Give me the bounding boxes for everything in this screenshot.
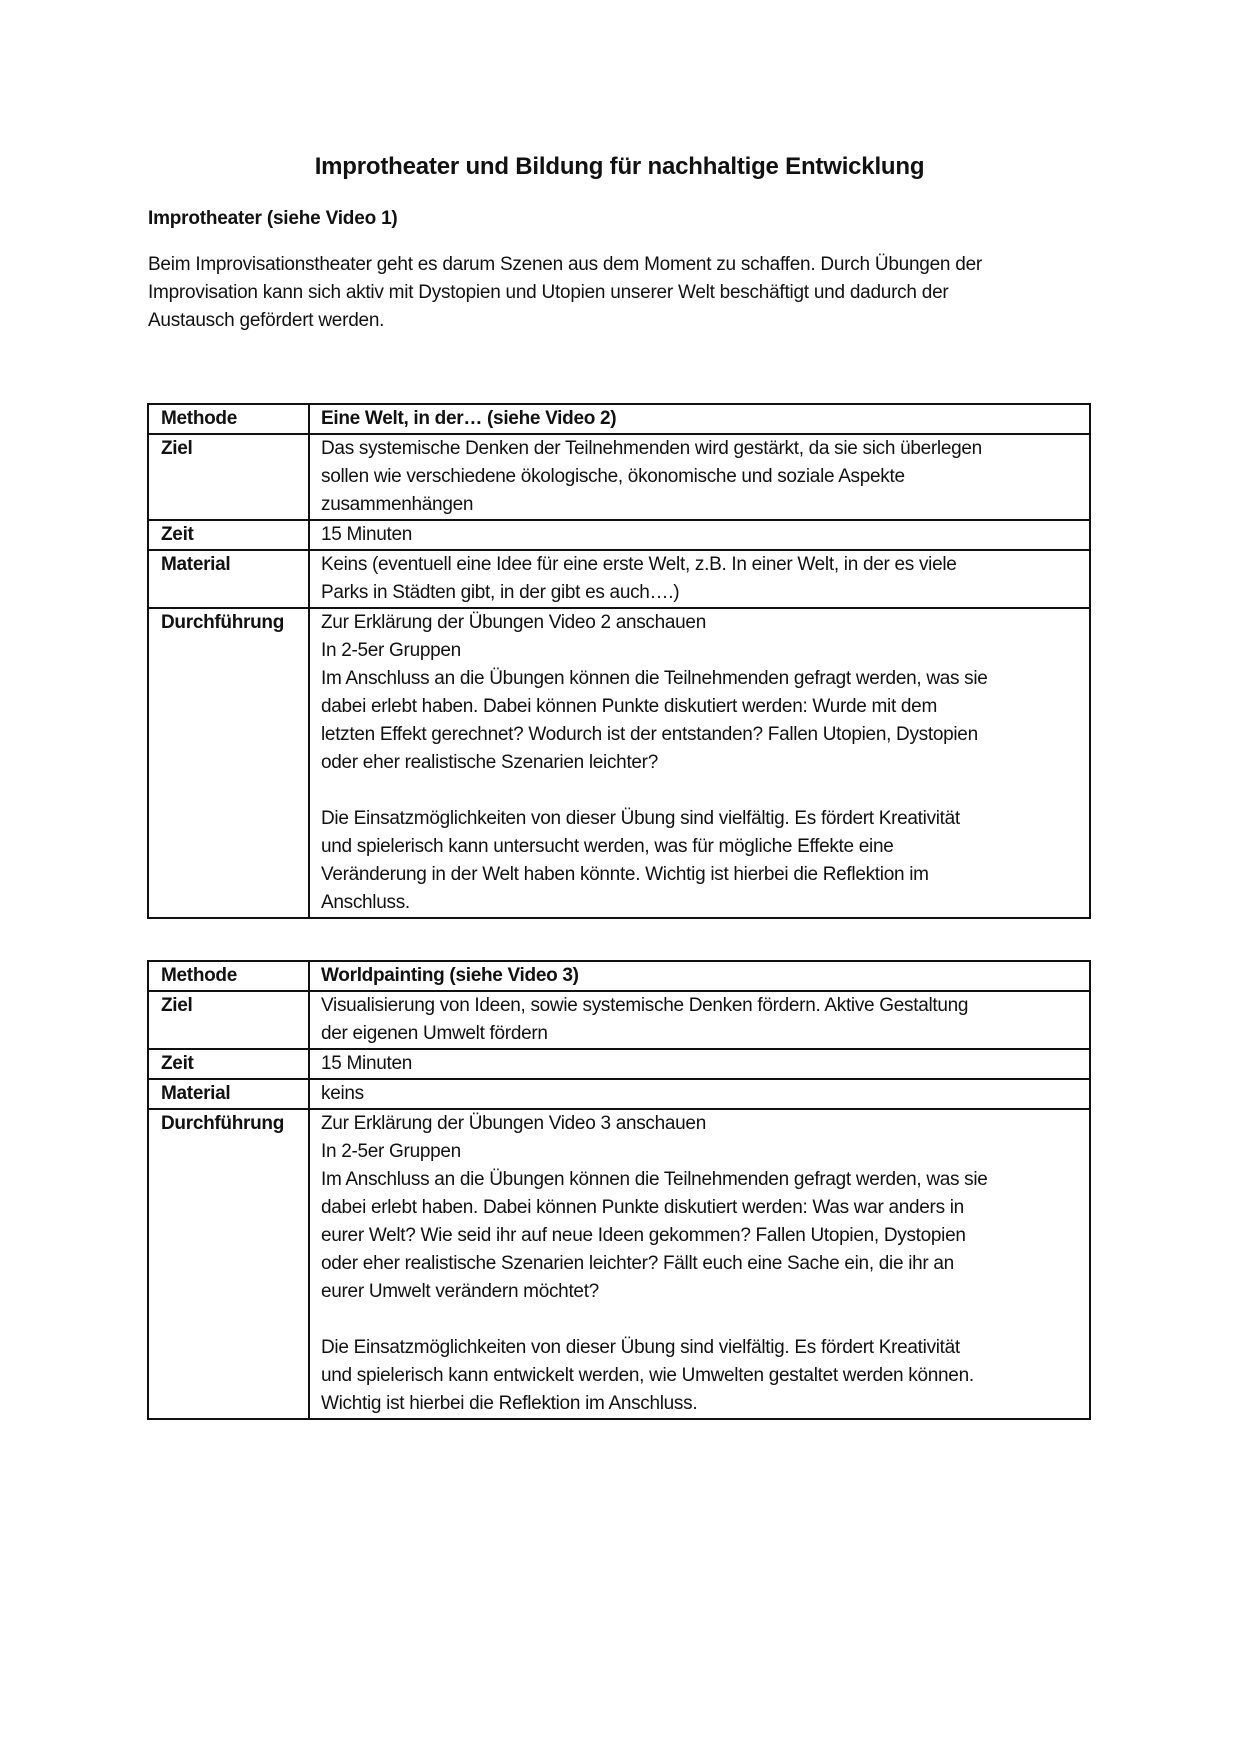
intro-paragraph <box>148 251 1108 335</box>
row-label: Zeit <box>149 521 310 549</box>
row-label: Material <box>149 551 310 607</box>
value-line: Eine Welt, in der… (siehe Video 2) <box>321 408 617 429</box>
row-value <box>310 551 1089 607</box>
table-row-zeit <box>149 1048 1089 1078</box>
row-value <box>310 1080 1089 1108</box>
value-line: 15 Minuten <box>321 1053 413 1074</box>
intro-line: Austausch gefördert werden. <box>148 310 385 331</box>
table-row-material <box>149 1078 1089 1108</box>
value-line: In 2-5er Gruppen <box>321 1141 461 1162</box>
value-line: Zur Erklärung der Übungen Video 2 anschauen <box>321 612 706 633</box>
intro-line: Beim Improvisationstheater geht es darum Szenen aus dem Moment zu schaffen. Durch Übungen der <box>148 254 982 275</box>
row-label: Methode <box>149 405 310 433</box>
intro-line: Improvisation kann sich aktiv mit Dystopien und Utopien unserer Welt beschäftigt und dadurch der <box>148 282 949 303</box>
value-line: 15 Minuten <box>321 524 413 545</box>
value-line: Anschluss. <box>321 892 410 913</box>
section-heading: Improtheater (siehe Video 1) <box>148 208 398 229</box>
table-row-ziel <box>149 990 1089 1048</box>
row-label: Zeit <box>149 1050 310 1078</box>
row-label: Durchführung <box>149 609 310 917</box>
row-label: Ziel <box>149 435 310 519</box>
value-line: In 2-5er Gruppen <box>321 640 461 661</box>
value-line: eurer Umwelt verändern möchtet? <box>321 1281 599 1302</box>
value-line: Veränderung in der Welt haben könnte. Wichtig ist hierbei die Reflektion im <box>321 864 929 885</box>
value-line: Visualisierung von Ideen, sowie systemische Denken fördern. Aktive Gestaltung <box>321 995 969 1016</box>
row-value <box>310 1050 1089 1078</box>
value-line: letzten Effekt gerechnet? Wodurch ist der entstanden? Fallen Utopien, Dystopien <box>321 724 978 745</box>
value-line: Im Anschluss an die Übungen können die Teilnehmenden gefragt werden, was sie <box>321 668 988 689</box>
value-line: Keins (eventuell eine Idee für eine erste Welt, z.B. In einer Welt, in der es viele <box>321 554 957 575</box>
value-line: Parks in Städten gibt, in der gibt es auch….) <box>321 582 680 603</box>
row-value <box>310 435 1089 519</box>
table-row-methode <box>149 962 1089 990</box>
value-line: eurer Welt? Wie seid ihr auf neue Ideen gekommen? Fallen Utopien, Dystopien <box>321 1225 966 1246</box>
table-row-methode <box>149 405 1089 433</box>
value-line: zusammenhängen <box>321 494 474 515</box>
table-row-durchfuehrung <box>149 1108 1089 1418</box>
row-value <box>310 405 1089 433</box>
method-table-eine-welt <box>147 403 1091 919</box>
table-row-ziel <box>149 433 1089 519</box>
value-line: Wichtig ist hierbei die Reflektion im Anschluss. <box>321 1393 698 1414</box>
value-line: keins <box>321 1083 364 1104</box>
value-line: dabei erlebt haben. Dabei können Punkte diskutiert werden: Was war anders in <box>321 1197 964 1218</box>
document-title: Improtheater und Bildung für nachhaltige Entwicklung <box>314 153 925 180</box>
value-line: der eigenen Umwelt fördern <box>321 1023 548 1044</box>
value-line: sollen wie verschiedene ökologische, ökonomische und soziale Aspekte <box>321 466 905 487</box>
row-label: Material <box>149 1080 310 1108</box>
method-table-worldpainting <box>147 960 1091 1420</box>
value-line: dabei erlebt haben. Dabei können Punkte diskutiert werden: Wurde mit dem <box>321 696 937 717</box>
row-label: Methode <box>149 962 310 990</box>
row-label: Ziel <box>149 992 310 1048</box>
table-row-material <box>149 549 1089 607</box>
value-line: oder eher realistische Szenarien leichter? Fällt euch eine Sache ein, die ihr an <box>321 1253 954 1274</box>
value-line: Die Einsatzmöglichkeiten von dieser Übung sind vielfältig. Es fördert Kreativität <box>321 1337 960 1358</box>
row-value <box>310 962 1089 990</box>
value-line: Im Anschluss an die Übungen können die Teilnehmenden gefragt werden, was sie <box>321 1169 988 1190</box>
value-line: Das systemische Denken der Teilnehmenden wird gestärkt, da sie sich überlegen <box>321 438 982 459</box>
value-line: Die Einsatzmöglichkeiten von dieser Übung sind vielfältig. Es fördert Kreativität <box>321 808 960 829</box>
row-value <box>310 1110 1089 1418</box>
value-line: und spielerisch kann entwickelt werden, wie Umwelten gestaltet werden können. <box>321 1365 974 1386</box>
value-line: Worldpainting (siehe Video 3) <box>321 965 579 986</box>
row-value <box>310 521 1089 549</box>
value-line: Zur Erklärung der Übungen Video 3 anschauen <box>321 1113 706 1134</box>
row-value <box>310 609 1089 917</box>
value-line: oder eher realistische Szenarien leichter? <box>321 752 658 773</box>
value-line: und spielerisch kann untersucht werden, was für mögliche Effekte eine <box>321 836 894 857</box>
value-line <box>321 1306 1089 1334</box>
value-line <box>321 777 1089 805</box>
row-value <box>310 992 1089 1048</box>
table-row-durchfuehrung <box>149 607 1089 917</box>
table-row-zeit <box>149 519 1089 549</box>
row-label: Durchführung <box>149 1110 310 1418</box>
